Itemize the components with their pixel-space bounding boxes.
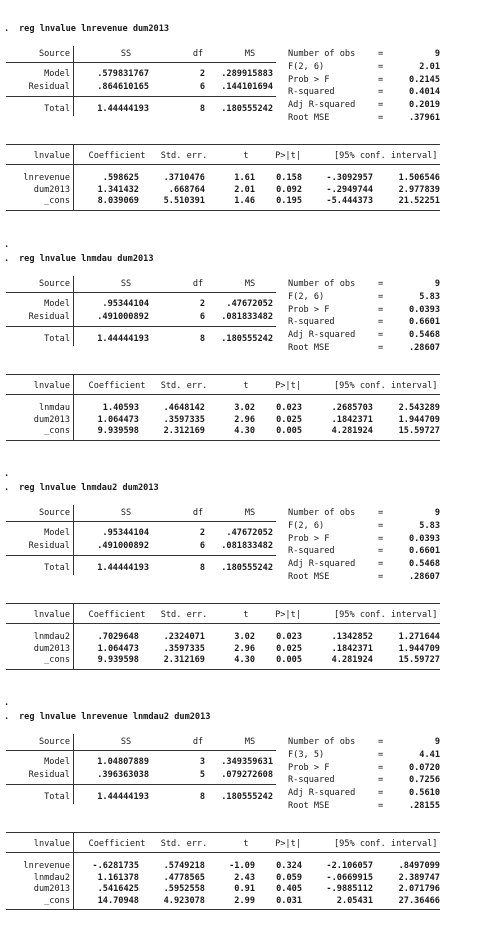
stat-label: Prob > F [288,762,330,773]
ci-upper: 1.944709 [398,643,440,654]
coef-header: t [243,381,249,391]
coef-variable: dum2013 [33,414,70,425]
stat-value: 0.7256 [408,775,440,786]
coef-rule [6,210,440,211]
coef-value: 1.064473 [97,643,139,654]
prompt-dot: . [4,469,10,479]
anova-header: df [192,737,204,747]
stat-label: R-squared [288,546,335,557]
coef-value: 9.939598 [97,655,139,666]
anova-rule [6,521,276,522]
coef-value: .7029648 [97,632,139,642]
stat-equals: = [378,788,384,799]
anova-ms: .349359631 [221,757,273,767]
stat-label: Number of obs [288,508,356,518]
ci-upper: 21.52251 [398,196,440,207]
stat-equals: = [378,775,384,786]
ci-lower: .1842371 [331,643,373,654]
stat-value: 9 [434,279,440,289]
stat-label: Prob > F [288,533,330,544]
coef-variable: _cons [44,655,70,666]
coef-variable: _cons [44,426,70,437]
anova-rule [6,555,276,556]
std-err-value: .3597335 [163,414,205,425]
stat-value: 0.5468 [408,559,440,570]
coef-header: Coefficient [88,839,146,849]
anova-df: 5 [199,770,205,780]
stat-equals: = [378,801,384,811]
anova-df: 2 [199,69,205,79]
anova-header: MS [244,279,256,289]
stat-value: 5.83 [419,520,440,531]
stat-label: F(2, 6) [288,520,325,531]
anova-header: Source [38,508,70,518]
ci-lower: .1342852 [331,632,373,642]
ci-lower: 4.281924 [331,426,373,437]
anova-header: MS [244,737,256,747]
ci-lower: .1842371 [331,414,373,425]
command-prompt: . [4,483,10,493]
t-value: 4.30 [234,655,255,666]
coef-value: 9.939598 [97,426,139,437]
ci-lower: -.3092957 [326,173,373,183]
anova-ms: .180555242 [221,563,273,573]
p-value: 0.195 [276,196,302,207]
stat-equals: = [378,559,384,570]
anova-header: SS [120,737,132,747]
coef-value: 1.161378 [97,872,139,883]
stat-value: .28607 [408,343,440,353]
anova-separator [73,734,74,804]
coef-header: [95% conf. interval] [334,381,438,391]
command-line: reg lnvalue lnrevenue lnmdau2 dum2013 [19,712,211,722]
anova-header: df [192,508,204,518]
coef-header: lnvalue [33,839,70,849]
stat-equals: = [378,113,384,123]
coef-header: Coefficient [88,610,146,620]
ci-upper: 1.944709 [398,414,440,425]
coef-header: P>|t| [275,839,301,849]
t-value: 2.99 [234,895,255,906]
coef-rule [6,603,440,604]
coef-header: Std. err. [160,839,208,849]
anova-df: 8 [199,334,205,344]
stat-value: 2.01 [419,61,440,72]
anova-ms: .180555242 [221,104,273,114]
ci-upper: 27.36466 [398,895,440,906]
ci-upper: 2.543289 [398,403,440,413]
p-value: 0.059 [276,872,302,883]
stat-label: R-squared [288,87,335,98]
anova-ms: .180555242 [221,792,273,802]
coef-value: 1.341432 [97,184,139,195]
stat-equals: = [378,317,384,328]
coef-value: .598625 [102,173,139,183]
stat-equals: = [378,572,384,582]
anova-source-label: Model [44,528,70,538]
stat-value: .37961 [408,113,440,123]
ci-upper: 2.071796 [398,884,440,895]
anova-source-label: Total [44,792,70,802]
stat-equals: = [378,762,384,773]
t-value: -1.09 [229,861,255,871]
anova-rule [6,62,276,63]
coef-rule [6,623,440,624]
std-err-value: 5.510391 [163,196,205,207]
std-err-value: 2.312169 [163,426,205,437]
coef-header: lnvalue [33,381,70,391]
anova-source-label: Residual [28,541,70,551]
p-value: 0.025 [276,643,302,654]
ci-lower: -5.444373 [326,196,373,207]
stat-label: Number of obs [288,49,356,59]
coef-variable: lnmdau2 [33,632,70,642]
t-value: 2.01 [234,184,255,195]
ci-lower: .2685703 [331,403,373,413]
stat-label: Adj R-squared [288,100,356,111]
coef-header: lnvalue [33,151,70,161]
std-err-value: .4778565 [163,872,205,883]
stat-value: 0.5468 [408,330,440,341]
anova-df: 2 [199,299,205,309]
t-value: 3.02 [234,632,255,642]
stat-label: R-squared [288,775,335,786]
coef-header: t [243,839,249,849]
t-value: 3.02 [234,403,255,413]
p-value: 0.005 [276,655,302,666]
coef-separator [73,374,74,440]
anova-source-label: Model [44,757,70,767]
stat-value: 4.41 [419,749,440,760]
stat-value: 0.6601 [408,546,440,557]
stat-label: F(2, 6) [288,291,325,302]
anova-rule [6,750,276,751]
anova-source-label: Residual [28,82,70,92]
t-value: 1.46 [234,196,255,207]
stat-equals: = [378,100,384,111]
coef-header: Coefficient [88,381,146,391]
anova-ss: 1.04807889 [97,757,149,767]
coef-rule [6,144,440,145]
anova-rule [6,326,276,327]
p-value: 0.023 [276,403,302,413]
p-value: 0.031 [276,895,302,906]
anova-ss: .95344104 [102,528,149,538]
anova-ms: .180555242 [221,334,273,344]
stat-value: 0.4014 [408,87,440,98]
coef-header: P>|t| [275,381,301,391]
anova-rule [6,784,276,785]
stat-value: 0.2145 [408,74,440,85]
coef-variable: lnrevenue [23,861,70,871]
stat-value: 0.0393 [408,533,440,544]
ci-upper: 1.506546 [398,173,440,183]
stat-equals: = [378,74,384,85]
coef-header: [95% conf. interval] [334,839,438,849]
stat-label: Number of obs [288,279,356,289]
p-value: 0.023 [276,632,302,642]
stat-equals: = [378,49,384,59]
coef-header: lnvalue [33,610,70,620]
ci-upper: .8497099 [398,861,440,871]
anova-header: Source [38,737,70,747]
t-value: 2.96 [234,414,255,425]
stat-equals: = [378,279,384,289]
ci-lower: -.9885112 [326,884,373,895]
std-err-value: 2.312169 [163,655,205,666]
anova-rule [6,96,276,97]
stat-label: Adj R-squared [288,330,356,341]
stat-equals: = [378,520,384,531]
coef-rule [6,440,440,441]
coef-rule [6,164,440,165]
stat-label: Adj R-squared [288,788,356,799]
command-line: reg lnvalue lnrevenue dum2013 [19,24,170,34]
stat-equals: = [378,61,384,72]
coef-variable: _cons [44,196,70,207]
ci-upper: 2.389747 [398,872,440,883]
ci-upper: 15.59727 [398,426,440,437]
coef-rule [6,669,440,670]
anova-ss: 1.44444193 [97,563,149,573]
anova-ss: .864610165 [97,82,149,92]
stat-value: 9 [434,49,440,59]
command-line: reg lnvalue lnmdau dum2013 [19,254,154,264]
coef-variable: lnrevenue [23,173,70,183]
coef-value: 14.70948 [97,895,139,906]
anova-source-label: Model [44,69,70,79]
coef-variable: lnmdau2 [33,872,70,883]
stat-equals: = [378,291,384,302]
coef-rule [6,852,440,853]
stat-equals: = [378,87,384,98]
coef-separator [73,603,74,669]
stat-label: Root MSE [288,572,330,582]
coef-header: t [243,151,249,161]
stat-value: 0.0720 [408,762,440,773]
t-value: 2.96 [234,643,255,654]
command-prompt: . [4,254,10,264]
anova-separator [73,46,74,116]
anova-df: 2 [199,528,205,538]
coef-variable: dum2013 [33,643,70,654]
anova-header: Source [38,49,70,59]
stat-value: 0.5610 [408,788,440,799]
prompt-dot: . [4,240,10,250]
anova-source-label: Residual [28,312,70,322]
anova-source-label: Residual [28,770,70,780]
anova-ms: .289915883 [221,69,273,79]
stat-equals: = [378,304,384,315]
coef-rule [6,832,440,833]
anova-ss: 1.44444193 [97,104,149,114]
coef-value: -.6281735 [92,861,139,871]
coef-header: Std. err. [160,151,208,161]
stat-equals: = [378,749,384,760]
coef-header: Std. err. [160,381,208,391]
stat-label: F(3, 5) [288,749,325,760]
coef-header: P>|t| [275,610,301,620]
ci-lower: -2.106057 [326,861,373,871]
stat-value: 9 [434,737,440,747]
anova-df: 6 [199,82,205,92]
coef-header: t [243,610,249,620]
stat-equals: = [378,533,384,544]
anova-ms: .081833482 [221,312,273,322]
anova-ms: .081833482 [221,541,273,551]
coef-variable: dum2013 [33,184,70,195]
anova-df: 6 [199,312,205,322]
anova-df: 8 [199,792,205,802]
stat-label: Root MSE [288,343,330,353]
p-value: 0.324 [276,861,302,871]
coef-value: 8.039069 [97,196,139,207]
stat-label: F(2, 6) [288,61,325,72]
anova-ms: .47672052 [226,528,273,538]
anova-df: 3 [199,757,205,767]
stat-equals: = [378,546,384,557]
anova-header: Source [38,279,70,289]
anova-source-label: Model [44,299,70,309]
t-value: 0.91 [234,884,255,895]
stat-value: .28607 [408,572,440,582]
anova-source-label: Total [44,563,70,573]
p-value: 0.092 [276,184,302,195]
std-err-value: .668764 [168,184,205,195]
anova-ss: .95344104 [102,299,149,309]
coef-header: [95% conf. interval] [334,610,438,620]
stat-equals: = [378,508,384,518]
stat-value: 0.6601 [408,317,440,328]
anova-header: df [192,49,204,59]
std-err-value: .3710476 [163,173,205,183]
p-value: 0.025 [276,414,302,425]
anova-header: df [192,279,204,289]
coef-separator [73,832,74,909]
ci-lower: -.2949744 [326,184,373,195]
std-err-value: .3597335 [163,643,205,654]
anova-header: SS [120,279,132,289]
coef-value: 1.40593 [102,403,139,413]
std-err-value: 4.923078 [163,895,205,906]
coef-variable: lnmdau [38,403,70,413]
anova-ss: .491000892 [97,541,149,551]
command-prompt: . [4,24,10,34]
anova-ms: .079272608 [221,770,273,780]
stat-value: 0.2019 [408,100,440,111]
anova-separator [73,505,74,575]
coef-variable: dum2013 [33,884,70,895]
anova-source-label: Total [44,104,70,114]
stat-label: Adj R-squared [288,559,356,570]
stat-label: Root MSE [288,113,330,123]
anova-separator [73,276,74,346]
command-prompt: . [4,712,10,722]
anova-ss: .491000892 [97,312,149,322]
anova-df: 8 [199,104,205,114]
anova-header: SS [120,508,132,518]
anova-source-label: Total [44,334,70,344]
t-value: 1.61 [234,173,255,183]
stat-value: 9 [434,508,440,518]
ci-upper: 2.977839 [398,184,440,195]
stat-label: R-squared [288,317,335,328]
coef-rule [6,374,440,375]
std-err-value: .5749218 [163,861,205,871]
ci-upper: 15.59727 [398,655,440,666]
anova-ss: 1.44444193 [97,792,149,802]
coef-header: [95% conf. interval] [334,151,438,161]
coef-rule [6,394,440,395]
stat-value: 5.83 [419,291,440,302]
p-value: 0.405 [276,884,302,895]
stat-value: 0.0393 [408,304,440,315]
coef-header: Std. err. [160,610,208,620]
coef-header: Coefficient [88,151,146,161]
anova-header: MS [244,508,256,518]
t-value: 4.30 [234,426,255,437]
prompt-dot: . [4,698,10,708]
anova-header: SS [120,49,132,59]
anova-ss: .396363038 [97,770,149,780]
stat-equals: = [378,343,384,353]
anova-rule [6,292,276,293]
coef-header: P>|t| [275,151,301,161]
ci-lower: 4.281924 [331,655,373,666]
p-value: 0.005 [276,426,302,437]
anova-header: MS [244,49,256,59]
stat-label: Root MSE [288,801,330,811]
coef-rule [6,909,440,910]
anova-ss: 1.44444193 [97,334,149,344]
coef-separator [73,144,74,210]
anova-ms: .144101694 [221,82,273,92]
std-err-value: .4648142 [163,403,205,413]
std-err-value: .2324071 [163,632,205,642]
anova-ms: .47672052 [226,299,273,309]
t-value: 2.43 [234,872,255,883]
ci-upper: 1.271644 [398,632,440,642]
stat-label: Prob > F [288,74,330,85]
p-value: 0.158 [276,173,302,183]
stat-equals: = [378,737,384,747]
stat-equals: = [378,330,384,341]
coef-variable: _cons [44,895,70,906]
ci-lower: -.0669915 [326,872,373,883]
stat-label: Number of obs [288,737,356,747]
anova-df: 6 [199,541,205,551]
anova-df: 8 [199,563,205,573]
stat-value: .28155 [408,801,440,811]
anova-ss: .579831767 [97,69,149,79]
stat-label: Prob > F [288,304,330,315]
coef-value: .5416425 [97,884,139,895]
ci-lower: 2.05431 [336,895,373,906]
std-err-value: .5952558 [163,884,205,895]
command-line: reg lnvalue lnmdau2 dum2013 [19,483,159,493]
coef-value: 1.064473 [97,414,139,425]
